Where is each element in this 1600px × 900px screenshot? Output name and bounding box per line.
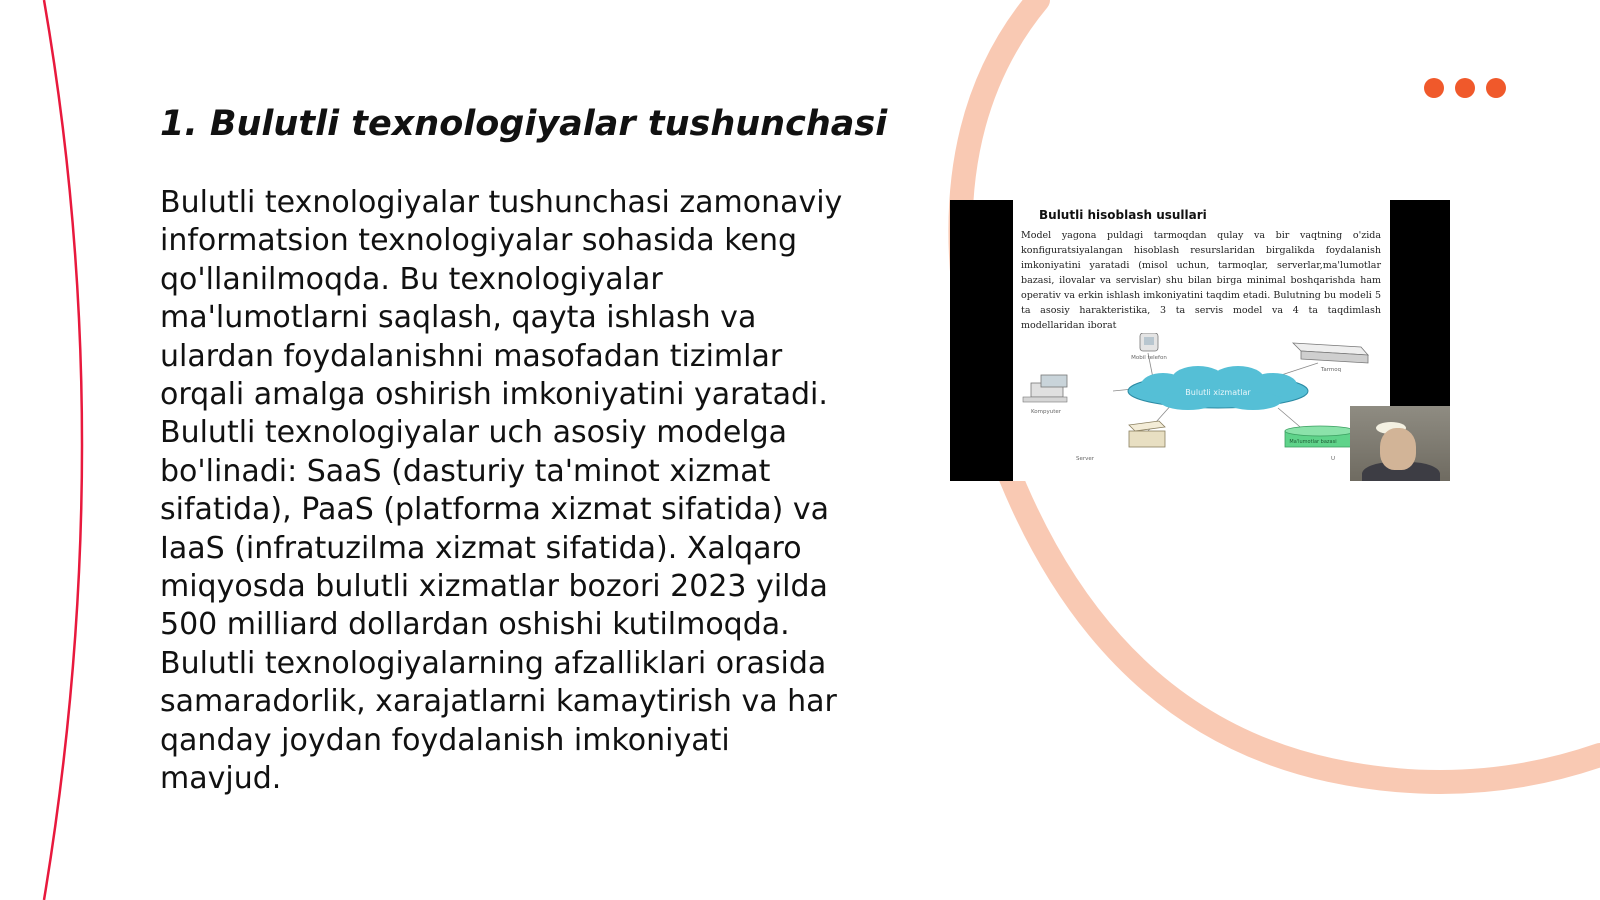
mobile-label: Mobil telefon bbox=[1131, 355, 1167, 361]
server-icon bbox=[1129, 421, 1165, 447]
cloud-diagram bbox=[1013, 333, 1390, 481]
network-device-icon bbox=[1293, 343, 1368, 363]
letterbox-right bbox=[1390, 200, 1450, 406]
embedded-slide-paragraph: Model yagona puldagi tarmoqdan qulay va bir vaqtning o'zida konfiguratsiyalangan hisoblash resurslaridan birgalikda foydalanish imkoniyatini yaratadi (misol uchun, tarmoqlar, serverlar,ma'lumotlar bazasi, ilovalar va servislar) shu bilan birga minimal boshqarishda ham operativ va erkin ishlash imkoniyatini taqdim etadi. Bulutning bu modeli 5 ta asosiy harakteristika, 3 ta servis model va 4 ta taqdimlash modellaridan iborat bbox=[1021, 230, 1381, 331]
database-label: Ma'lumotlar bazasi bbox=[1289, 439, 1337, 445]
left-red-curve bbox=[44, 0, 82, 900]
dot-1 bbox=[1424, 78, 1444, 98]
cloud-label: Bulutli xizmatlar bbox=[1185, 388, 1251, 397]
slide-dots bbox=[1424, 78, 1506, 98]
server-label: Server bbox=[1075, 456, 1095, 462]
webcam-person-head bbox=[1380, 428, 1416, 470]
slide-body-text: Bulutli texnologiyalar tushunchasi zamonaviy informatsion texnologiyalar sohasida keng qo'llanilmoqda. Bu texnologiyalar ma'lumotlarni saqlash, qayta ishlash va ulardan foydalanishni masofadan tizimlar orqali amalga oshirish imkoniyatini yaratadi. Bulutli texnologiyalar uch asosiy modelga bo'linadi: SaaS (dasturiy ta'minot xizmat sifatida), PaaS (platforma xizmat sifatida) va IaaS (infratuzilma xizmat sifatida). Xalqaro miqyosda bulutli xizmatlar bozori 2023 yilda 500 milliard dollardan oshishi kutilmoqda. Bulutli texnologiyalarning afzalliklari orasida samaradorlik, xarajatlarni kamaytirish va har qanday joydan foydalanish imkoniyati mavjud. bbox=[160, 185, 843, 797]
computer-label: Kompyuter bbox=[1030, 409, 1062, 415]
dot-2 bbox=[1455, 78, 1475, 98]
database-short-label: U bbox=[1330, 456, 1336, 462]
computer-icon bbox=[1023, 375, 1067, 402]
dot-3 bbox=[1486, 78, 1506, 98]
letterbox-left bbox=[950, 200, 1013, 481]
webcam-overlay bbox=[1350, 406, 1450, 481]
slide-title: 1. Bulutli texnologiyalar tushunchasi bbox=[160, 104, 888, 144]
mobile-device-icon bbox=[1140, 333, 1158, 351]
embedded-slide-image bbox=[950, 200, 1450, 481]
embedded-slide-title: Bulutli hisoblash usullari bbox=[1039, 208, 1207, 222]
network-label: Tarmoq bbox=[1320, 367, 1342, 373]
